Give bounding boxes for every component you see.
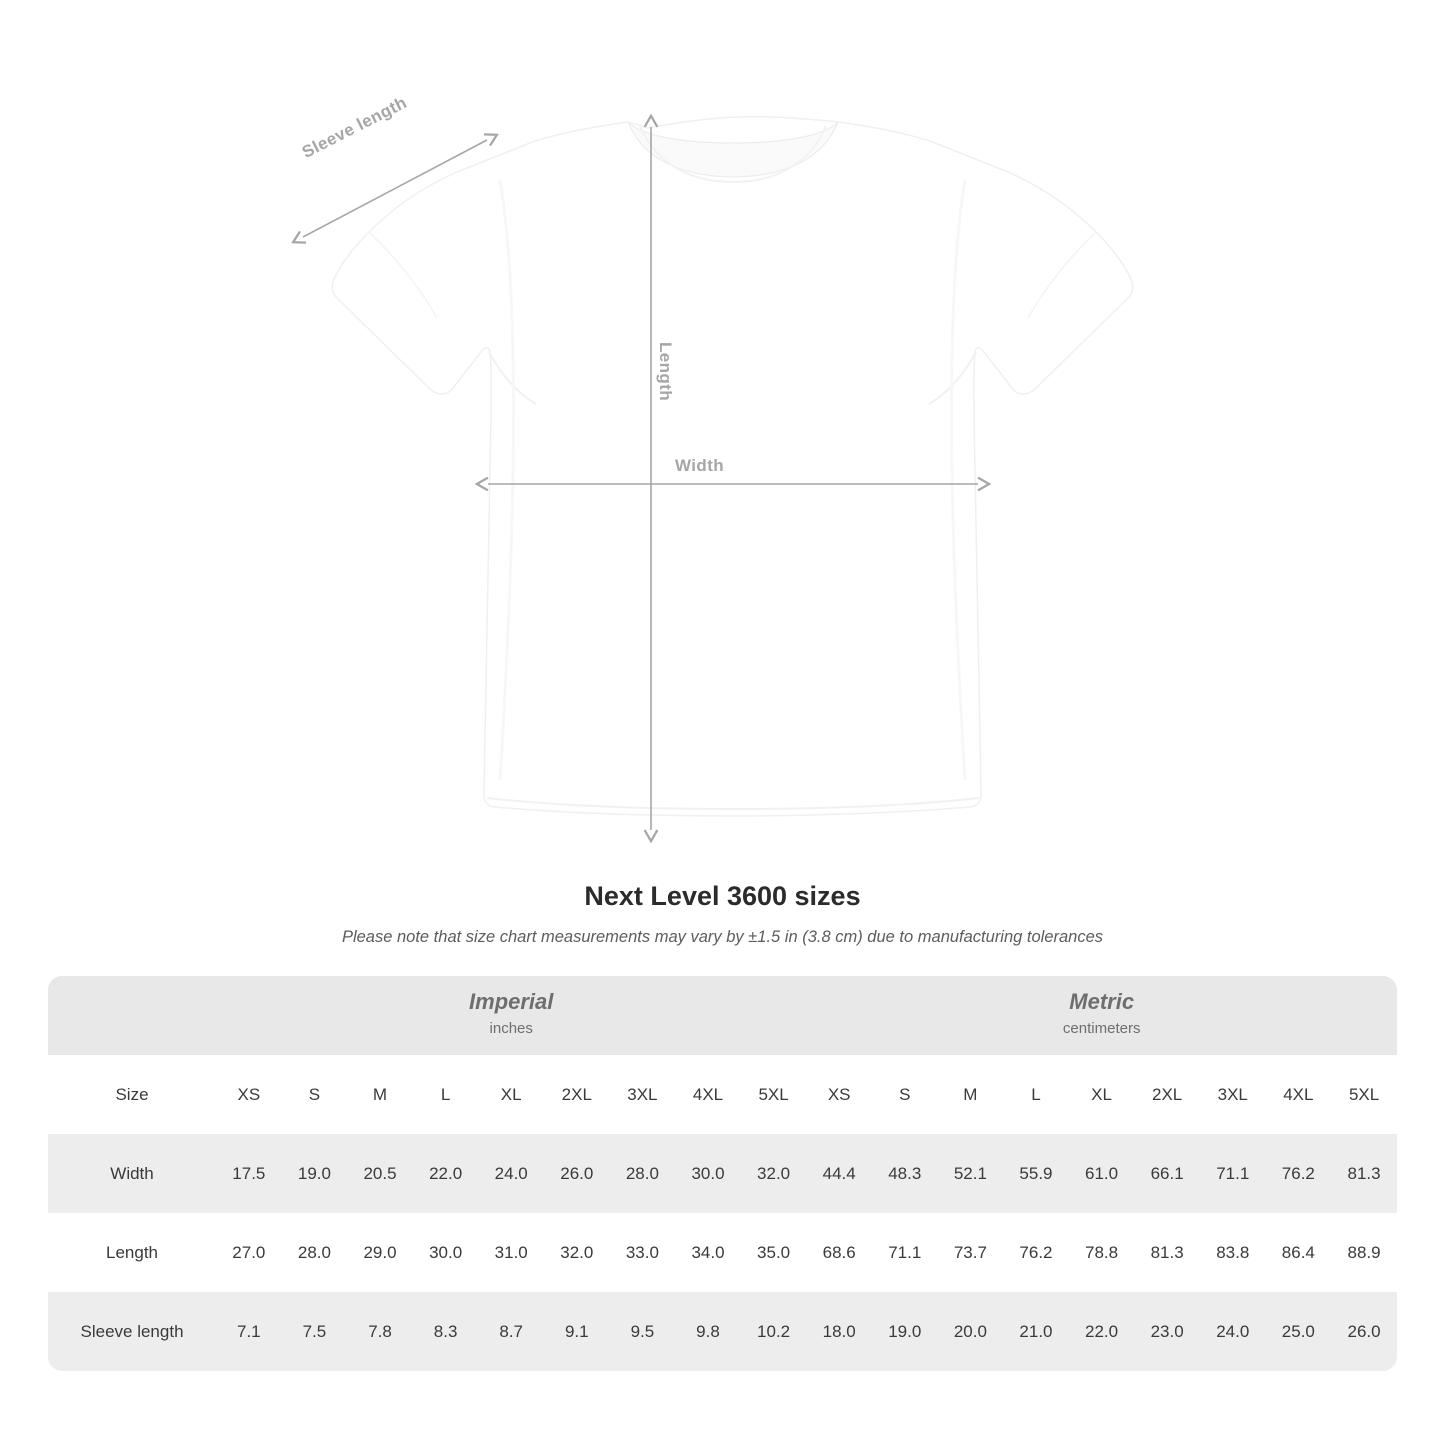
table-cell: 23.0 bbox=[1134, 1292, 1200, 1371]
table-cell: 55.9 bbox=[1003, 1134, 1069, 1213]
size-header-cell: 5XL bbox=[1331, 1055, 1397, 1134]
size-header-cell: 4XL bbox=[1266, 1055, 1332, 1134]
unit-sub-metric: centimeters bbox=[1062, 1020, 1141, 1037]
size-header-cell: M bbox=[938, 1055, 1004, 1134]
table-row bbox=[48, 1213, 1397, 1292]
size-header-cell: M bbox=[347, 1055, 413, 1134]
table-cell: 78.8 bbox=[1069, 1213, 1135, 1292]
table-cell: 81.3 bbox=[1331, 1134, 1397, 1213]
size-row-label: Size bbox=[48, 1055, 216, 1134]
size-header-cell: S bbox=[282, 1055, 348, 1134]
unit-header-imperial bbox=[216, 976, 806, 1055]
size-header-cell: 3XL bbox=[1200, 1055, 1266, 1134]
table-cell: 30.0 bbox=[413, 1213, 479, 1292]
table-cell: 7.8 bbox=[347, 1292, 413, 1371]
row-label-length: Length bbox=[48, 1213, 216, 1292]
length-label: Length bbox=[656, 342, 675, 402]
table-cell: 24.0 bbox=[478, 1134, 544, 1213]
unit-name-metric: Metric bbox=[1069, 988, 1135, 1014]
size-chart-table bbox=[48, 976, 1397, 1371]
table-cell: 28.0 bbox=[610, 1134, 676, 1213]
width-label: Width bbox=[675, 456, 725, 475]
table-cell: 32.0 bbox=[741, 1134, 807, 1213]
table-cell: 32.0 bbox=[544, 1213, 610, 1292]
size-header-cell: 3XL bbox=[610, 1055, 676, 1134]
table-cell: 68.6 bbox=[806, 1213, 872, 1292]
table-cell: 29.0 bbox=[347, 1213, 413, 1292]
tolerance-note: Please note that size chart measurements may vary by ±1.5 in (3.8 cm) due to manufacturing tolerances bbox=[341, 928, 1104, 946]
size-header-cell: XS bbox=[216, 1055, 282, 1134]
unit-sub-imperial: inches bbox=[489, 1020, 533, 1037]
row-label-sleeve-length: Sleeve length bbox=[48, 1292, 216, 1371]
row-label-width: Width bbox=[48, 1134, 216, 1213]
table-cell: 35.0 bbox=[741, 1213, 807, 1292]
table-cell: 24.0 bbox=[1200, 1292, 1266, 1371]
size-chart-table-wrapper bbox=[48, 976, 1397, 1371]
table-cell: 8.3 bbox=[413, 1292, 479, 1371]
table-cell: 20.0 bbox=[938, 1292, 1004, 1371]
table-cell: 61.0 bbox=[1069, 1134, 1135, 1213]
table-cell: 26.0 bbox=[1331, 1292, 1397, 1371]
table-cell: 34.0 bbox=[675, 1213, 741, 1292]
table-cell: 8.7 bbox=[478, 1292, 544, 1371]
table-cell: 9.1 bbox=[544, 1292, 610, 1371]
size-header-row bbox=[48, 1055, 1397, 1134]
table-cell: 30.0 bbox=[675, 1134, 741, 1213]
size-header-cell: XL bbox=[1069, 1055, 1135, 1134]
size-header-cell: XS bbox=[806, 1055, 872, 1134]
sleeve-length-label: Sleeve length bbox=[299, 92, 410, 162]
title-block bbox=[0, 881, 1445, 947]
unit-header-row bbox=[48, 976, 1397, 1055]
table-cell: 71.1 bbox=[1200, 1134, 1266, 1213]
table-cell: 44.4 bbox=[806, 1134, 872, 1213]
table-cell: 88.9 bbox=[1331, 1213, 1397, 1292]
shirt-body bbox=[332, 117, 1132, 816]
size-header-cell: L bbox=[413, 1055, 479, 1134]
size-header-cell: 4XL bbox=[675, 1055, 741, 1134]
size-header-cell: 2XL bbox=[544, 1055, 610, 1134]
table-cell: 73.7 bbox=[938, 1213, 1004, 1292]
table-cell: 66.1 bbox=[1134, 1134, 1200, 1213]
table-cell: 18.0 bbox=[806, 1292, 872, 1371]
table-cell: 81.3 bbox=[1134, 1213, 1200, 1292]
table-cell: 33.0 bbox=[610, 1213, 676, 1292]
table-cell: 71.1 bbox=[872, 1213, 938, 1292]
table-cell: 20.5 bbox=[347, 1134, 413, 1213]
table-cell: 9.5 bbox=[610, 1292, 676, 1371]
size-header-cell: 2XL bbox=[1134, 1055, 1200, 1134]
page-title: Next Level 3600 sizes bbox=[584, 881, 861, 911]
table-cell: 28.0 bbox=[282, 1213, 348, 1292]
table-cell: 48.3 bbox=[872, 1134, 938, 1213]
table-cell: 86.4 bbox=[1266, 1213, 1332, 1292]
size-header-cell: XL bbox=[478, 1055, 544, 1134]
table-corner-cell bbox=[48, 976, 216, 1055]
table-cell: 17.5 bbox=[216, 1134, 282, 1213]
table-cell: 7.5 bbox=[282, 1292, 348, 1371]
table-cell: 22.0 bbox=[1069, 1292, 1135, 1371]
unit-header-metric bbox=[806, 976, 1397, 1055]
table-cell: 76.2 bbox=[1003, 1213, 1069, 1292]
table-row bbox=[48, 1292, 1397, 1371]
table-cell: 52.1 bbox=[938, 1134, 1004, 1213]
table-cell: 22.0 bbox=[413, 1134, 479, 1213]
table-cell: 19.0 bbox=[872, 1292, 938, 1371]
table-cell: 7.1 bbox=[216, 1292, 282, 1371]
table-cell: 19.0 bbox=[282, 1134, 348, 1213]
table-cell: 26.0 bbox=[544, 1134, 610, 1213]
table-cell: 25.0 bbox=[1266, 1292, 1332, 1371]
table-cell: 10.2 bbox=[741, 1292, 807, 1371]
table-row bbox=[48, 1134, 1397, 1213]
size-header-cell: S bbox=[872, 1055, 938, 1134]
table-cell: 27.0 bbox=[216, 1213, 282, 1292]
table-cell: 83.8 bbox=[1200, 1213, 1266, 1292]
size-header-cell: L bbox=[1003, 1055, 1069, 1134]
table-cell: 31.0 bbox=[478, 1213, 544, 1292]
table-cell: 76.2 bbox=[1266, 1134, 1332, 1213]
table-cell: 21.0 bbox=[1003, 1292, 1069, 1371]
table-cell: 9.8 bbox=[675, 1292, 741, 1371]
unit-name-imperial: Imperial bbox=[469, 988, 554, 1014]
size-header-cell: 5XL bbox=[741, 1055, 807, 1134]
